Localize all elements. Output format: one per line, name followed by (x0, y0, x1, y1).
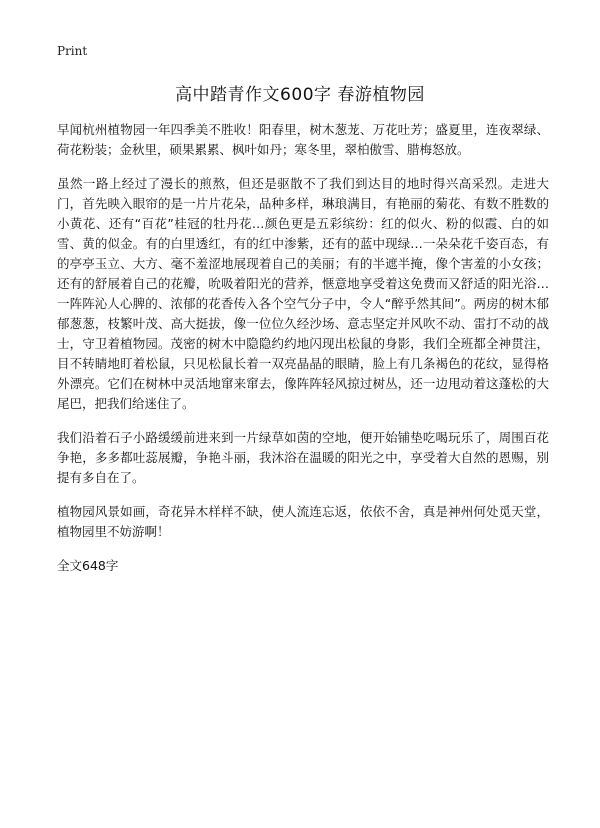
print-link[interactable]: Print (57, 44, 88, 58)
article-body (57, 120, 549, 576)
paragraph-main: 虽然一路上经过了漫长的煎熬，但还是驱散不了我们到达目的地时得兴高采烈。走进大门，首先映入眼帘的是一片片花朵，品种多样，琳琅满目，有艳丽的菊花、有数不胜数的小黄花、还有“百花”桂冠的牡丹花…颜色更是五彩缤纷：红的似火、粉的似霞、白的如雪、黄的似金。有的白里透红，有的红中渗紫，还有的蓝中现绿…一朵朵花千姿百态，有的亭亭玉立、大方、毫不羞涩地展现着自己的美丽；有的半遮半掩，像个害羞的小女孩；还有的舒展着自己的花瓣，吮吸着阳光的营养，惬意地享受着这免费而又舒适的阳光浴…一阵阵沁人心脾的、浓郁的花香传入各个空气分子中，令人“醉乎然其间”。两房的树木郁郁葱葱，枝繁叶茂、高大挺拔，像一位位久经沙场、意志坚定并风吹不动、雷打不动的战士，守卫着植物园。茂密的树木中隐隐约约地闪现出松鼠的身影，我们全班都全神贯注，目不转睛地盯着松鼠，只见松鼠长着一双亮晶晶的眼睛，脸上有几条褐色的花纹，显得格外漂亮。它们在树林中灵活地窜来窜去，像阵阵轻风掠过树丛，还一边甩动着这蓬松的大尾巴，把我们给迷住了。 (57, 176, 549, 411)
article-title: 高中踏青作文600字 春游植物园 (175, 85, 425, 105)
paragraph-intro: 早闻杭州植物园一年四季美不胜收！阳春里，树木葱茏、万花吐芳；盛夏里，连夜翠绿、荷花粉装；金秋里，硕果累累、枫叶如丹；寒冬里，翠柏傲雪、腊梅怒放。 (57, 122, 549, 157)
word-count: 全文648字 (57, 558, 119, 573)
paragraph-lawn: 我们沿着石子小路缓缓前进来到一片绿草如茵的空地，便开始铺垫吃喝玩乐了，周围百花争艳，多多都吐蕊展瓣，争艳斗丽，我沐浴在温暖的阳光之中，享受着大自然的恩赐，别提有多自在了。 (57, 430, 549, 485)
paragraph-conclusion: 植物园风景如画，奇花异木样样不缺，使人流连忘返，依依不舍，真是神州何处觅天堂，植物园里不妨游啊！ (57, 504, 549, 539)
